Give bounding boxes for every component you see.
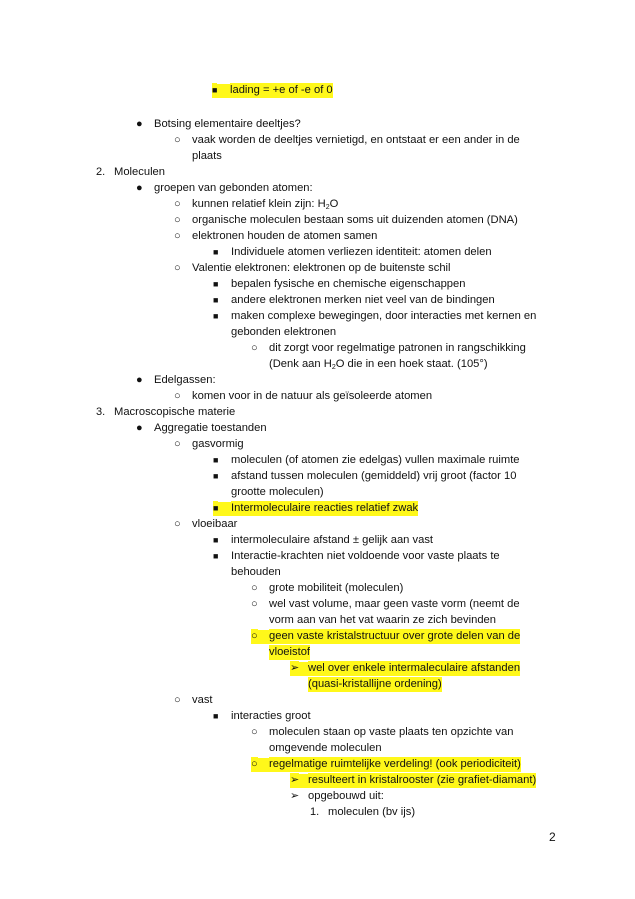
text-line: [0, 693, 635, 708]
line-text: vaak worden de deeltjes vernietigd, en ontstaat er een ander in de: [192, 134, 520, 146]
text-line: [0, 213, 635, 228]
bullet-marker: ○: [174, 262, 181, 274]
line-text: geen vaste kristalstructuur over grote delen van de: [269, 630, 521, 642]
bullet-marker: ●: [136, 118, 143, 130]
text-line: [0, 597, 635, 612]
bullet-marker: ■: [213, 501, 218, 516]
text-line: [0, 309, 635, 324]
text-line: [0, 565, 635, 580]
bullet-marker: ■: [213, 295, 219, 305]
text-line: [0, 373, 635, 388]
text-line: [0, 197, 635, 212]
text-line: [0, 469, 635, 484]
bullet-marker: ■: [213, 311, 219, 321]
line-text: grote mobiliteit (moleculen): [269, 582, 404, 594]
text-line: [0, 293, 635, 308]
bullet-marker: ○: [174, 214, 181, 226]
text-line: [0, 133, 635, 148]
line-text: wel over enkele intermaleculaire afstanden: [308, 662, 521, 674]
bullet-marker: ■: [213, 455, 219, 465]
bullet-marker: ○: [251, 342, 258, 354]
text-line: [0, 261, 635, 276]
text-line: [0, 485, 635, 500]
text-line: [0, 677, 635, 692]
line-text: Botsing elementaire deeltjes?: [154, 118, 301, 130]
text-line: [0, 549, 635, 564]
line-text-part: (Denk aan H: [269, 358, 332, 370]
bullet-marker: ○: [251, 630, 258, 642]
bullet-marker: ■: [213, 247, 219, 257]
line-text: andere elektronen merken niet veel van de bindingen: [231, 294, 495, 306]
line-text: (quasi-kristallijne ordening): [308, 678, 442, 690]
text-line: [0, 757, 635, 772]
bullet-marker: ■: [213, 471, 219, 481]
line-text: [269, 357, 488, 372]
text-line: [0, 501, 635, 516]
line-text: moleculen (bv ijs): [328, 806, 416, 818]
line-text: Macroscopische materie: [114, 406, 236, 418]
bullet-marker: ●: [136, 182, 143, 194]
line-text: wel vast volume, maar geen vaste vorm (neemt de: [269, 598, 520, 610]
line-text: vast: [192, 694, 213, 706]
bullet-marker: ■: [212, 83, 217, 98]
text-line: [0, 357, 635, 372]
text-line: [0, 725, 635, 740]
bullet-marker: ■: [213, 535, 219, 545]
line-text: Valentie elektronen: elektronen op de buitenste schil: [192, 262, 451, 274]
line-text: gebonden elektronen: [231, 326, 337, 338]
line-text: resulteert in kristalrooster (zie grafiet-diamant): [308, 774, 537, 786]
line-text: omgevende moleculen: [269, 742, 382, 754]
line-text: Moleculen: [114, 166, 165, 178]
line-text: bepalen fysische en chemische eigenschappen: [231, 278, 466, 290]
line-text: [192, 197, 338, 212]
text-line: [0, 661, 635, 676]
bullet-marker: ■: [213, 711, 219, 721]
bullet-marker: ➢: [290, 662, 300, 674]
line-text: behouden: [231, 566, 281, 578]
line-text-part: kunnen relatief klein zijn: H: [192, 198, 326, 210]
bullet-marker: 1.: [310, 806, 320, 818]
line-text: plaats: [192, 150, 222, 162]
text-line: [0, 181, 635, 196]
line-text: maken complexe bewegingen, door interacties met kernen en: [231, 310, 537, 322]
bullet-marker: ➢: [290, 774, 300, 786]
line-text: groepen van gebonden atomen:: [154, 182, 313, 194]
bullet-marker: ○: [174, 694, 181, 706]
line-text: grootte moleculen): [231, 486, 324, 498]
line-text: vloeistof: [269, 646, 311, 658]
bullet-marker: ■: [213, 551, 219, 561]
bullet-marker: ○: [174, 134, 181, 146]
bullet-marker: ○: [251, 598, 258, 610]
line-text: interacties groot: [231, 710, 311, 722]
text-line: [0, 83, 635, 98]
bullet-marker: ○: [174, 390, 181, 402]
line-text: Aggregatie toestanden: [154, 422, 267, 434]
line-text: intermoleculaire afstand ± gelijk aan vast: [231, 534, 434, 546]
line-text: moleculen (of atomen zie edelgas) vullen maximale ruimte: [231, 454, 520, 466]
page-number: 2: [549, 830, 556, 844]
line-text-part: O die in een hoek staat. (105°): [335, 358, 488, 370]
line-text: vloeibaar: [192, 518, 238, 530]
text-line: [0, 629, 635, 644]
text-line: [0, 517, 635, 532]
bullet-marker: ○: [251, 726, 258, 738]
bullet-marker: ○: [174, 518, 181, 530]
bullet-marker: 3.: [96, 406, 106, 418]
line-text-part: O: [329, 198, 339, 210]
text-line: [0, 453, 635, 468]
text-line: [0, 789, 635, 804]
text-line: [0, 581, 635, 596]
line-text: gasvormig: [192, 438, 244, 450]
text-line: [0, 741, 635, 756]
text-line: [0, 277, 635, 292]
line-text: vorm aan van het vat waarin ze zich bevinden: [269, 614, 496, 626]
bullet-marker: ○: [174, 438, 181, 450]
text-line: [0, 613, 635, 628]
bullet-marker: 2.: [96, 166, 106, 178]
text-line: [0, 533, 635, 548]
line-text: elektronen houden de atomen samen: [192, 230, 378, 242]
text-line: [0, 421, 635, 436]
line-text: moleculen staan op vaste plaats ten opzichte van: [269, 726, 514, 738]
text-line: [0, 773, 635, 788]
line-text: lading = +e of -e of 0: [230, 84, 333, 96]
text-line: [0, 165, 635, 180]
line-text: organische moleculen bestaan soms uit duizenden atomen (DNA): [192, 214, 518, 226]
line-text: Interactie-krachten niet voldoende voor vaste plaats te: [231, 550, 500, 562]
subscript: 2: [325, 204, 330, 211]
bullet-marker: ○: [174, 198, 181, 210]
line-text: regelmatige ruimtelijke verdeling! (ook periodiciteit): [269, 758, 521, 770]
text-line: [0, 389, 635, 404]
line-text: Individuele atomen verliezen identiteit: atomen delen: [231, 246, 492, 258]
bullet-marker: ●: [136, 374, 143, 386]
bullet-marker: ●: [136, 422, 143, 434]
bullet-marker: ➢: [290, 790, 300, 802]
bullet-marker: ■: [213, 279, 219, 289]
bullet-marker: ○: [174, 230, 181, 242]
text-line: [0, 405, 635, 420]
bullet-marker: ○: [251, 758, 258, 770]
subscript: 2: [331, 364, 336, 371]
bullet-marker: ○: [251, 582, 258, 594]
text-line: [0, 437, 635, 452]
text-line: [0, 341, 635, 356]
text-line: [0, 117, 635, 132]
line-text: Edelgassen:: [154, 374, 216, 386]
text-line: [0, 325, 635, 340]
line-text: komen voor in de natuur als geïsoleerde atomen: [192, 390, 433, 402]
text-line: [0, 805, 635, 820]
line-text: afstand tussen moleculen (gemiddeld) vrij groot (factor 10: [231, 470, 517, 482]
text-line: [0, 645, 635, 660]
text-line: [0, 709, 635, 724]
line-text: opgebouwd uit:: [308, 790, 384, 802]
text-line: [0, 245, 635, 260]
line-text: dit zorgt voor regelmatige patronen in rangschikking: [269, 342, 526, 354]
text-line: [0, 229, 635, 244]
text-line: [0, 149, 635, 164]
line-text: Intermoleculaire reacties relatief zwak: [231, 502, 419, 514]
